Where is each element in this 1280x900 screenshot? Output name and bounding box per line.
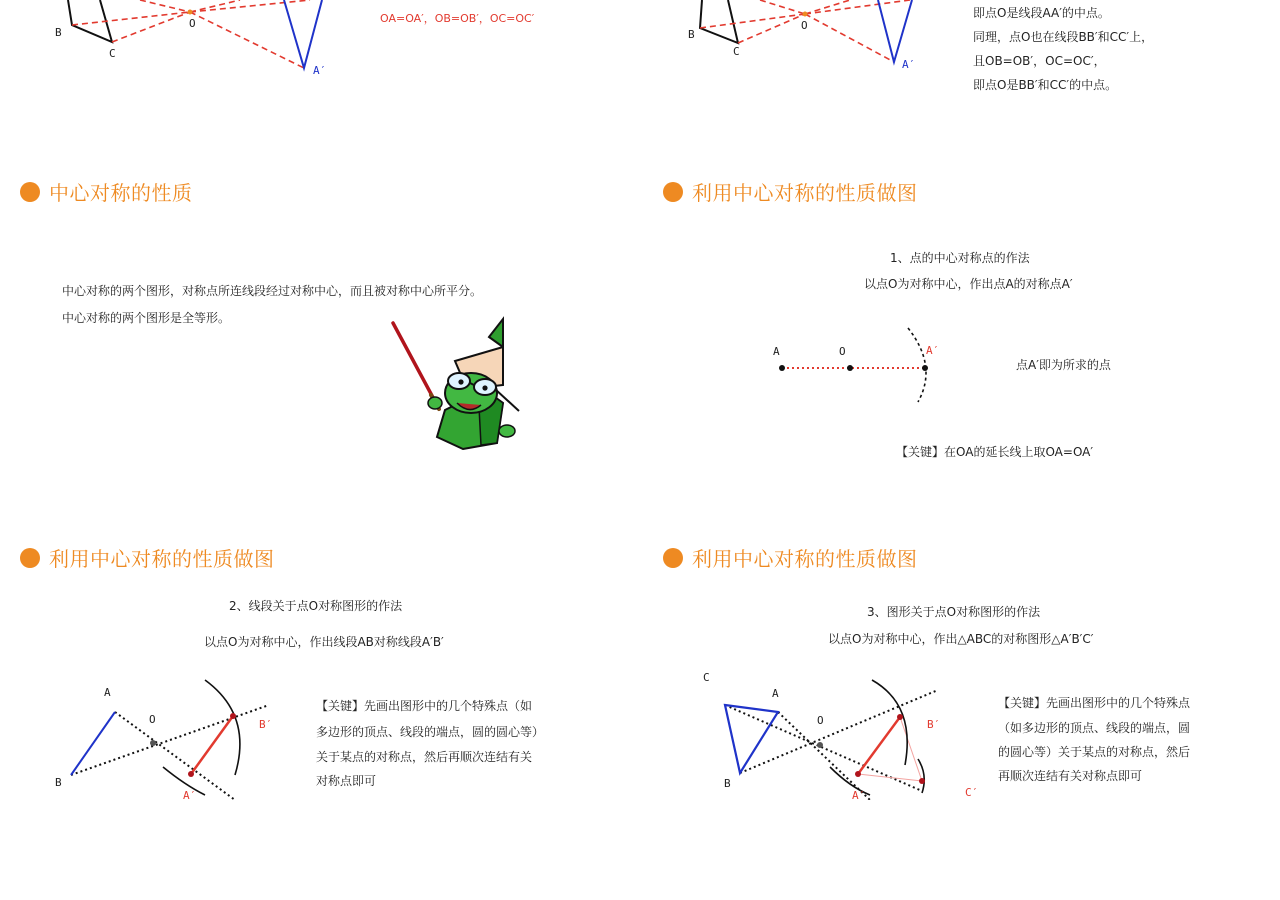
- key-text: 【关键】在OA的延长线上取OA=OA′: [896, 445, 1094, 459]
- point-label-o: O: [817, 714, 824, 727]
- point-label-a-prime: A′: [902, 58, 916, 71]
- slide-point-construction: [640, 160, 1280, 530]
- orange-bullet-icon: [20, 182, 40, 202]
- instruction-text: 以点O为对称中心，作出线段AB对称线段A′B′: [204, 635, 444, 649]
- instruction-text: 以点O为对称中心，作出点A的对称点A′: [864, 277, 1073, 291]
- section-subtitle: 1、点的中心对称点的作法: [890, 251, 1030, 265]
- property-line: 中心对称的两个图形，对称点所连线段经过对称中心，而且被对称中心所平分。: [62, 284, 483, 298]
- equation-text: OA=OA′，OB=OB′，OC=OC′: [380, 12, 535, 25]
- heading-text: 中心对称的性质: [49, 181, 193, 205]
- symmetry-diagram: [680, 0, 1000, 90]
- slide-segment-construction: [0, 530, 640, 900]
- orange-bullet-icon: [663, 182, 683, 202]
- key-line: 关于某点的对称点，然后再顺次连结有关: [316, 750, 533, 764]
- key-line: 多边形的顶点、线段的端点，圆的圆心等）: [316, 725, 545, 739]
- point-label-c-prime: C′: [965, 786, 979, 799]
- orange-bullet-icon: [663, 548, 683, 568]
- symmetry-diagram: [40, 0, 400, 90]
- point-label-a: A: [772, 687, 779, 700]
- point-label-a: A: [104, 686, 111, 699]
- segment-symmetry-diagram: [55, 675, 305, 800]
- point-label-a-prime: A′: [313, 64, 327, 77]
- point-symmetry-diagram: [770, 320, 970, 410]
- orange-bullet-icon: [20, 548, 40, 568]
- point-label-c: C: [733, 45, 740, 58]
- key-line: 的圆心等）关于某点的对称点，然后: [998, 745, 1191, 759]
- explanation-line: 即点O是BB′和CC′的中点。: [973, 78, 1118, 92]
- explanation-line: 即点O是线段AA′的中点。: [973, 6, 1110, 20]
- section-subtitle: 2、线段关于点O对称图形的作法: [229, 599, 403, 613]
- point-label-b: B: [55, 776, 62, 789]
- slide-heading: [663, 543, 918, 572]
- key-line: 对称点即可: [316, 774, 377, 788]
- explanation-line: 且OB=OB′，OC=OC′，: [973, 54, 1106, 68]
- slide-heading: [20, 543, 275, 572]
- point-label-a-prime: A′: [852, 789, 866, 802]
- point-label-o: O: [801, 19, 808, 32]
- point-label-b: B: [688, 28, 695, 41]
- pencil-teacher-mascot-icon: [385, 315, 525, 450]
- point-label-b-prime: B′: [259, 718, 273, 731]
- heading-text: 利用中心对称的性质做图: [692, 181, 918, 205]
- point-label-o: O: [189, 17, 196, 30]
- point-label-c: C: [703, 671, 710, 684]
- instruction-text: 以点O为对称中心，作出△ABC的对称图形△A′B′C′: [828, 632, 1094, 646]
- point-label-a-prime: A′: [183, 789, 197, 802]
- key-line: 【关键】先画出图形中的几个特殊点: [998, 696, 1191, 710]
- slide-properties: [0, 160, 640, 530]
- triangle-symmetry-diagram: [710, 675, 980, 800]
- point-label-a-prime: A′: [926, 344, 940, 357]
- point-label-a: A: [773, 345, 780, 358]
- key-line: 【关键】先画出图形中的几个特殊点（如: [316, 699, 533, 713]
- point-label-b: B: [724, 777, 731, 790]
- point-label-b-prime: B′: [927, 718, 941, 731]
- key-line: 再顺次连结有关对称点即可: [998, 769, 1143, 783]
- point-label-b: B: [55, 26, 62, 39]
- section-subtitle: 3、图形关于点O对称图形的作法: [867, 605, 1041, 619]
- heading-text: 利用中心对称的性质做图: [49, 547, 275, 571]
- slide-figure-construction: [640, 530, 1280, 900]
- result-text: 点A′即为所求的点: [1016, 358, 1111, 372]
- heading-text: 利用中心对称的性质做图: [692, 547, 918, 571]
- slide-heading: [663, 177, 918, 206]
- property-line: 中心对称的两个图形是全等形。: [62, 311, 231, 325]
- point-label-o: O: [149, 713, 156, 726]
- key-line: （如多边形的顶点、线段的端点，圆: [998, 721, 1191, 735]
- point-label-o: O: [839, 345, 846, 358]
- slide-heading: [20, 177, 193, 206]
- explanation-line: 同理，点O也在线段BB′和CC′上，: [973, 30, 1154, 44]
- point-label-c: C: [109, 47, 116, 60]
